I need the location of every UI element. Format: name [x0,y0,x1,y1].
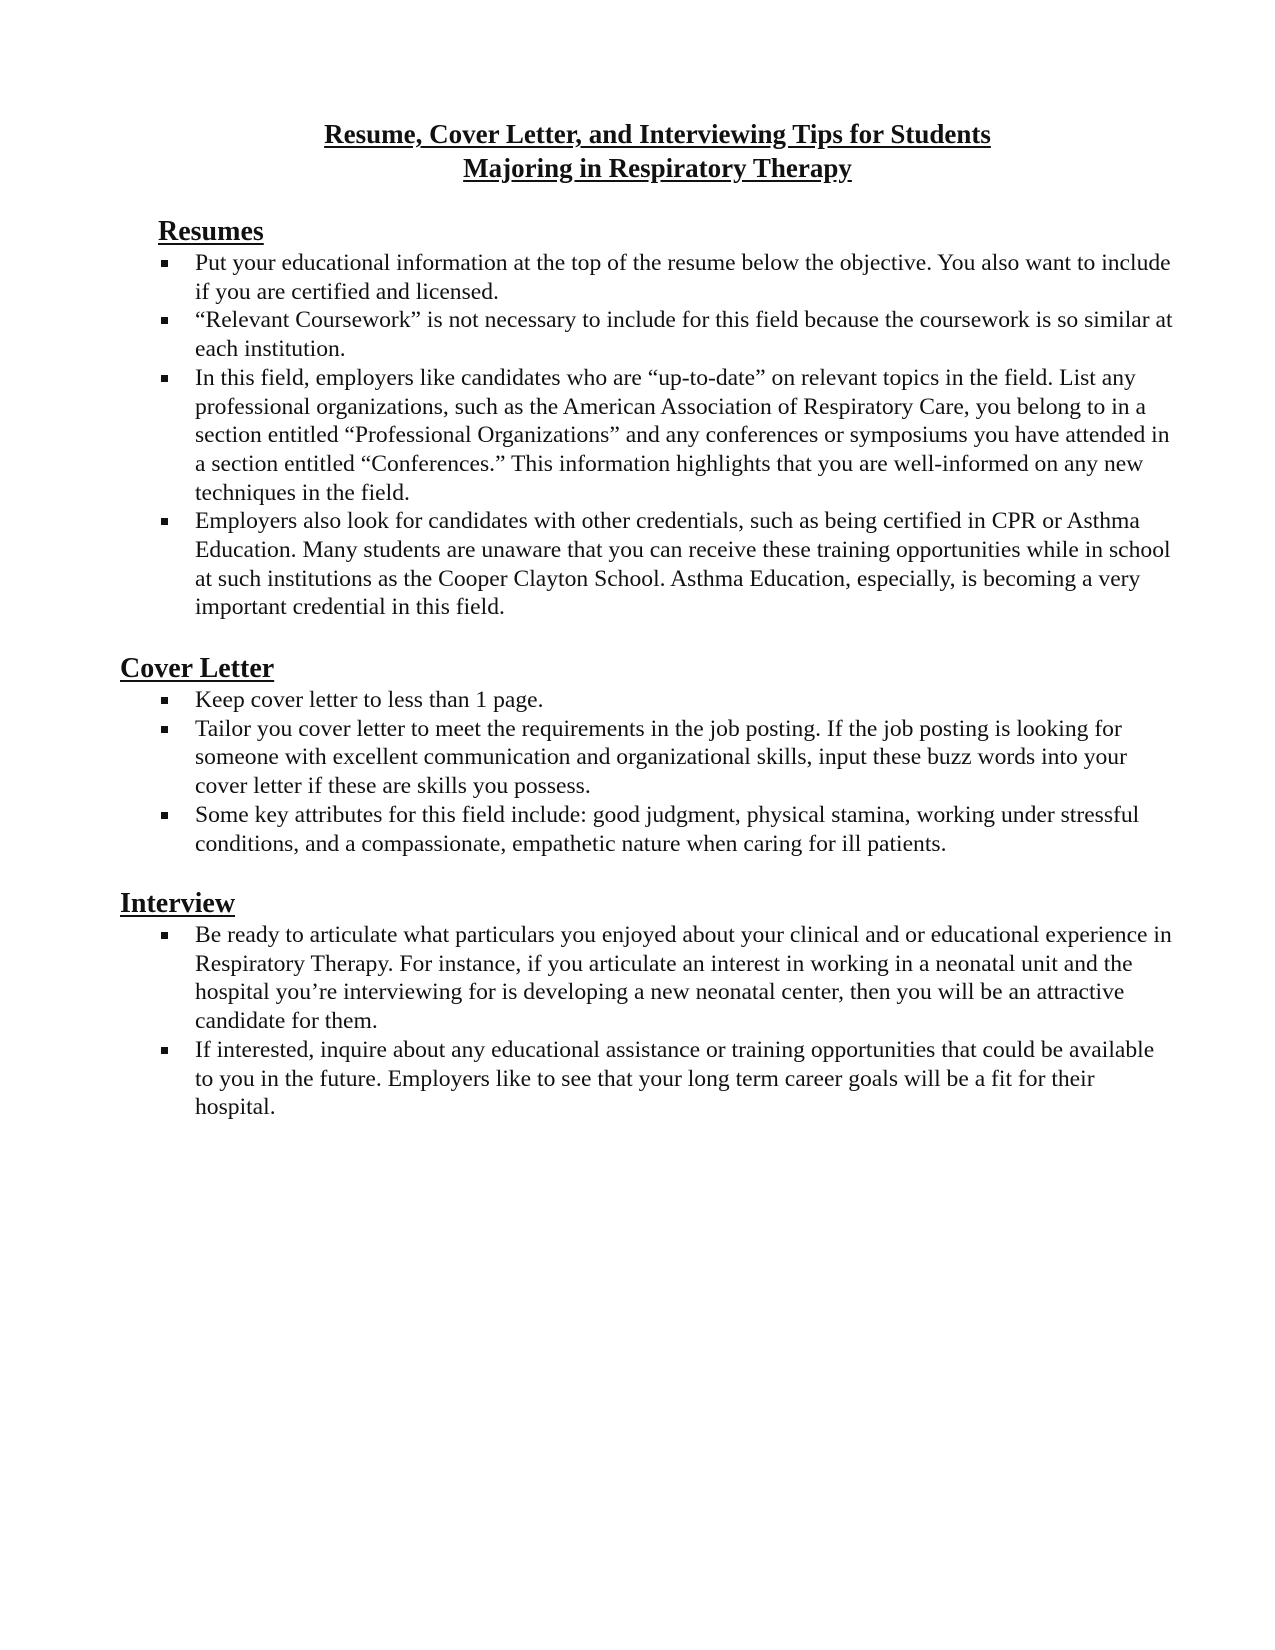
list-item [195,249,1175,306]
list-item-text: If interested, inquire about any educational assistance or training opportunities that could be available to you in the future. Employers like to see that your long term career goals will be a fit for their hospital. [195,1036,1155,1121]
title-line-2: Majoring in Respiratory Therapy [463,153,852,183]
list-item-text: Put your educational information at the top of the resume below the objective. You also want to include if you are certified and licensed. [195,250,1171,305]
list-item [195,306,1175,363]
list-item [195,686,1175,715]
list-item [195,1036,1175,1122]
document-title [0,117,1275,185]
list-item [195,507,1175,622]
square-bullet-icon [161,932,168,939]
square-bullet-icon [161,697,168,704]
list-item [195,715,1175,801]
list-item-text: Employers also look for candidates with other credentials, such as being certified in CPR or Asthma Education. Many students are unaware that you can receive these training opportunities while in school at such institutions as the Cooper Clayton School. Asthma Education, especially, is becoming a very important credential in this field. [195,508,1171,621]
resumes-heading: Resumes [158,216,264,247]
square-bullet-icon [161,726,168,733]
square-bullet-icon [161,1047,168,1054]
cover-letter-section [120,652,1175,858]
square-bullet-icon [161,260,168,267]
list-item [195,364,1175,508]
list-item-text: “Relevant Coursework” is not necessary to include for this field because the coursework is so similar at each institution. [195,307,1173,363]
title-line-1: Resume, Cover Letter, and Interviewing Tips for Students [324,119,991,149]
square-bullet-icon [161,518,168,525]
list-item-text: In this field, employers like candidates who are “up-to-date” on relevant topics in the field. List any professional organizations, such as the American Association of Respiratory Care, you belong to in a section entitled “Professional Organizations” and any conferences or symposiums you have attended in a section entitled “Conferences.” This information highlights that you are well-informed on any new techniques in the field. [195,364,1170,506]
interview-heading: Interview [120,888,236,919]
list-item [195,801,1175,858]
cover-letter-heading: Cover Letter [120,653,275,684]
resumes-section [158,215,1175,622]
interview-section [120,887,1175,1122]
list-item-text: Some key attributes for this field include: good judgment, physical stamina, working under stressful conditions, and a compassionate, empathetic nature when caring for ill patients. [195,801,1140,857]
list-item [195,921,1175,1036]
interview-list [195,921,1175,1122]
list-item-text: Tailor you cover letter to meet the requirements in the job posting. If the job posting is looking for someone with excellent communication and organizational skills, input these buzz words into your cover letter if these are skills you possess. [195,715,1127,800]
square-bullet-icon [161,375,168,382]
list-item-text: Keep cover letter to less than 1 page. [195,687,544,713]
list-item-text: Be ready to articulate what particulars you enjoyed about your clinical and or educational experience in Respiratory Therapy. For instance, if you articulate an interest in working in a neonatal unit and the hospital you’re interviewing for is developing a new neonatal center, then you will be an attractive candidate for them. [195,922,1172,1035]
square-bullet-icon [161,812,168,819]
resumes-list [195,249,1175,622]
square-bullet-icon [161,317,168,324]
cover-letter-list [195,686,1175,858]
